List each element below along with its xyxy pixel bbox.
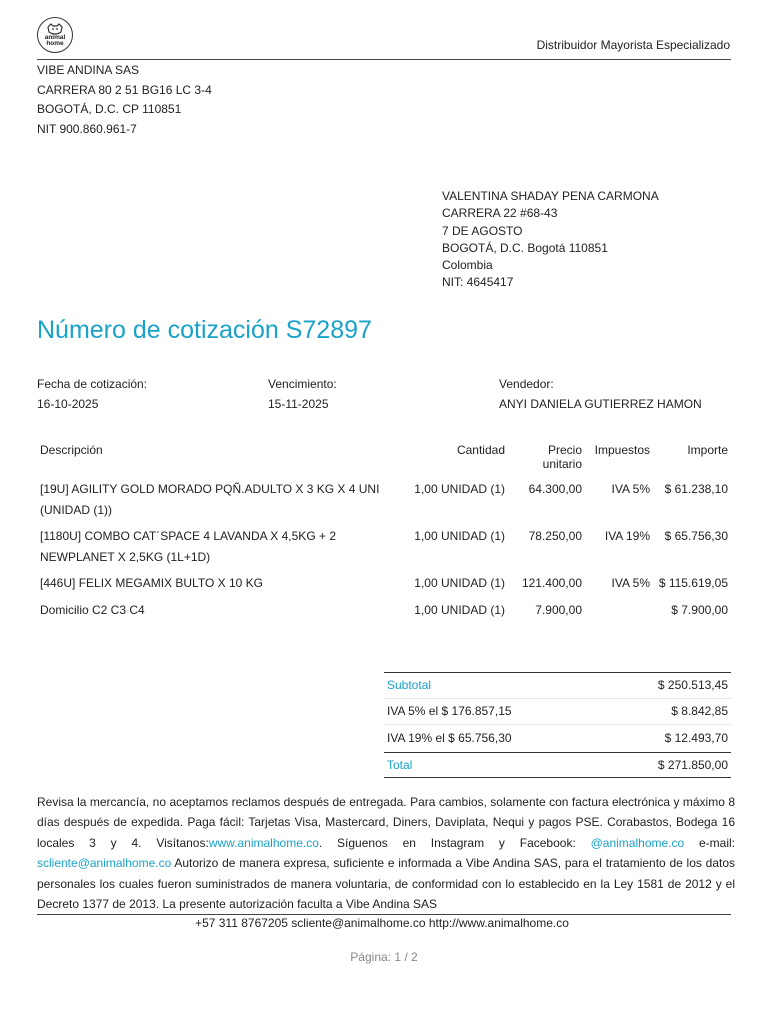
quote-expiry-label: Vencimiento: bbox=[268, 377, 337, 391]
row-taxes bbox=[585, 596, 653, 623]
quote-seller bbox=[499, 374, 702, 414]
footer-contact bbox=[0, 916, 768, 930]
col-quantity: Cantidad bbox=[456, 443, 505, 457]
header-divider bbox=[37, 59, 731, 60]
subtotal-label: Subtotal bbox=[387, 678, 432, 693]
table-row bbox=[37, 475, 731, 522]
table-row bbox=[37, 522, 731, 569]
terms-part3: e-mail: bbox=[684, 835, 735, 850]
footer-divider bbox=[37, 914, 731, 915]
row-quantity: 1,00 UNIDAD (1) bbox=[414, 482, 505, 496]
client-street: CARRERA 22 #68-43 bbox=[442, 206, 558, 221]
iva19-row bbox=[384, 725, 731, 752]
row-amount: $ 61.238,10 bbox=[664, 482, 728, 496]
client-city: BOGOTÁ, D.C. Bogotá 110851 bbox=[442, 240, 608, 255]
quote-seller-label: Vendedor: bbox=[499, 377, 554, 391]
table-row bbox=[37, 569, 731, 596]
quote-expiry-value: 15-11-2025 bbox=[268, 397, 329, 411]
row-taxes: IVA 19% bbox=[604, 529, 650, 543]
terms-text bbox=[37, 792, 735, 913]
logo-text: animal home bbox=[44, 34, 66, 47]
iva5-value: $ 8.842,85 bbox=[671, 704, 728, 719]
client-nit: NIT: 4645417 bbox=[442, 275, 514, 290]
subtotal-value: $ 250.513,45 bbox=[657, 678, 728, 693]
totals-block bbox=[384, 672, 731, 778]
iva5-row bbox=[384, 699, 731, 726]
row-unit-price: 78.250,00 bbox=[528, 529, 582, 543]
table-row bbox=[37, 596, 731, 623]
terms-part4: Autorizo de manera expresa, suficiente e informada a Vibe Andina SAS, para el tratamiento de los datos personales los cuales fueron suministrados de manera voluntaria, de conformidad con lo establecido en la Ley 1581 de 2012 y el Decreto 1377 de 2013. La presente autorización faculta a Vibe Andina SAS bbox=[37, 856, 735, 912]
col-amount: Importe bbox=[687, 443, 728, 457]
iva19-value: $ 12.493,70 bbox=[664, 731, 728, 746]
subtotal-row bbox=[384, 672, 731, 699]
client-name: VALENTINA SHADAY PENA CARMONA bbox=[442, 189, 659, 203]
quote-seller-value: ANYI DANIELA GUTIERREZ HAMON bbox=[499, 397, 702, 411]
row-description: [446U] FELIX MEGAMIX BULTO X 10 KG bbox=[40, 576, 263, 590]
company-tagline: Distribuidor Mayorista Especializado bbox=[536, 38, 730, 52]
total-value: $ 271.850,00 bbox=[657, 757, 728, 772]
company-logo bbox=[37, 17, 73, 53]
company-name: VIBE ANDINA SAS bbox=[37, 63, 140, 77]
row-taxes: IVA 5% bbox=[611, 576, 650, 590]
social-link[interactable]: @animalhome.co bbox=[590, 835, 685, 850]
row-quantity: 1,00 UNIDAD (1) bbox=[414, 529, 505, 543]
company-city: BOGOTÁ, D.C. CP 110851 bbox=[37, 102, 182, 117]
email-link[interactable]: scliente@animalhome.co bbox=[37, 856, 172, 871]
col-taxes: Impuestos bbox=[594, 443, 650, 457]
row-unit-price: 64.300,00 bbox=[528, 482, 582, 496]
page-number: Página: 1 / 2 bbox=[350, 950, 418, 964]
client-country: Colombia bbox=[442, 258, 493, 273]
quote-title: Número de cotización S72897 bbox=[37, 316, 372, 344]
total-row bbox=[384, 752, 731, 779]
row-amount: $ 7.900,00 bbox=[671, 602, 728, 617]
client-address bbox=[442, 188, 659, 292]
terms-part2: . Síguenos en Instagram y Facebook: bbox=[318, 835, 591, 850]
quote-date-label: Fecha de cotización: bbox=[37, 377, 148, 391]
iva5-label: IVA 5% el $ 176.857,15 bbox=[387, 704, 512, 719]
quote-expiry bbox=[268, 374, 337, 414]
table-header-row bbox=[37, 441, 731, 475]
col-unit-price: Precio unitario bbox=[542, 443, 582, 471]
row-amount: $ 115.619,05 bbox=[658, 576, 728, 590]
row-quantity: 1,00 UNIDAD (1) bbox=[414, 602, 505, 617]
row-description: [19U] AGILITY GOLD MORADO PQÑ.ADULTO X 3 KG X 4 UNI (UNIDAD (1)) bbox=[40, 482, 380, 517]
company-nit: NIT 900.860.961-7 bbox=[37, 121, 137, 136]
row-quantity: 1,00 UNIDAD (1) bbox=[414, 576, 505, 590]
row-unit-price: 7.900,00 bbox=[535, 602, 582, 617]
client-neighborhood: 7 DE AGOSTO bbox=[442, 223, 523, 238]
row-description: [1180U] COMBO CAT´SPACE 4 LAVANDA X 4,5KG + 2 NEWPLANET X 2,5KG (1L+1D) bbox=[40, 529, 336, 564]
row-taxes: IVA 5% bbox=[611, 482, 650, 496]
website-link[interactable]: www.animalhome.co bbox=[208, 835, 319, 850]
quote-date bbox=[37, 374, 147, 414]
row-amount: $ 65.756,30 bbox=[664, 529, 728, 543]
items-table bbox=[37, 441, 731, 622]
footer-contact-text: +57 311 8767205 scliente@animalhome.co http://www.animalhome.co bbox=[195, 916, 569, 930]
company-street: CARRERA 80 2 51 BG16 LC 3-4 bbox=[37, 82, 212, 97]
total-label: Total bbox=[387, 757, 413, 772]
iva19-label: IVA 19% el $ 65.756,30 bbox=[387, 731, 512, 746]
row-unit-price: 121.400,00 bbox=[521, 576, 582, 590]
quote-date-value: 16-10-2025 bbox=[37, 397, 99, 411]
row-description: Domicilio C2 C3 C4 bbox=[40, 602, 145, 617]
company-address bbox=[37, 61, 212, 139]
terms-part1: Revisa la mercancía, no aceptamos reclamos después de entregada. Para cambios, solamente con factura electrónica y máximo 8 días después de expedida. Paga fácil: Tarjetas Visa, Mastercard, Diners, Daviplata, Nequi y pagos PSE. Corabastos, Bodega 16 locales 3 y 4. Visítanos: bbox=[37, 795, 735, 850]
col-description: Descripción bbox=[40, 443, 103, 457]
